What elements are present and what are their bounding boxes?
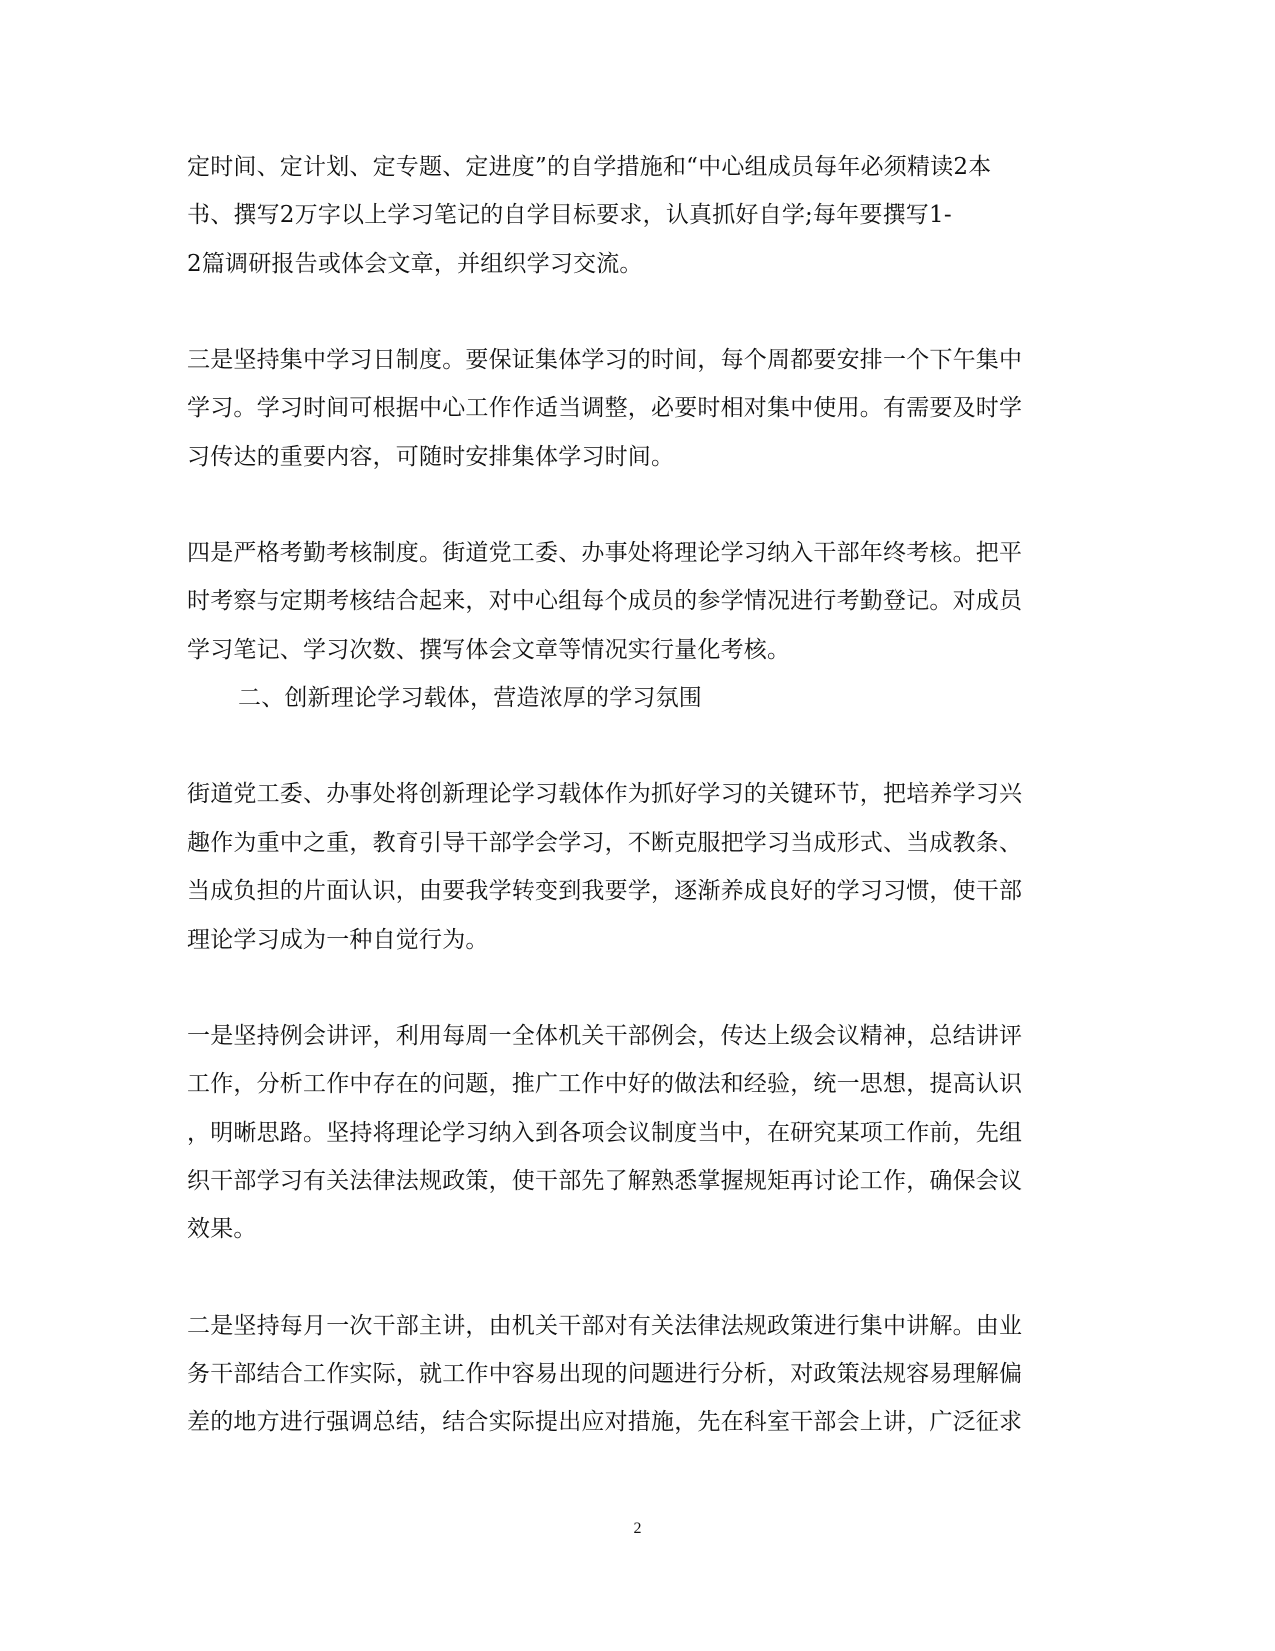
paragraph-2-line-1: 三是坚持集中学习日制度。要保证集体学习的时间，每个周都要安排一个下午集中 (187, 347, 1023, 373)
paragraph-6-line-3: 差的地方进行强调总结，结合实际提出应对措施，先在科室干部会上讲，广泛征求 (187, 1409, 1023, 1435)
paragraph-4-line-3: 当成负担的片面认识，由要我学转变到我要学，逐渐养成良好的学习习惯，使干部 (187, 878, 1023, 904)
paragraph-6-line-2: 务干部结合工作实际，就工作中容易出现的问题进行分析，对政策法规容易理解偏 (187, 1361, 1023, 1387)
paragraph-3-line-1: 四是严格考勤考核制度。街道党工委、办事处将理论学习纳入干部年终考核。把平 (187, 540, 1023, 566)
section-heading: 二、创新理论学习载体，营造浓厚的学习氛围 (238, 685, 702, 711)
paragraph-1-line-1: 定时间、定计划、定专题、定进度”的自学措施和“中心组成员每年必须精读2本 (187, 154, 992, 180)
paragraph-6-line-1: 二是坚持每月一次干部主讲，由机关干部对有关法律法规政策进行集中讲解。由业 (187, 1313, 1023, 1339)
paragraph-5-line-4: 织干部学习有关法律法规政策，使干部先了解熟悉掌握规矩再讨论工作，确保会议 (187, 1168, 1023, 1194)
paragraph-4-line-1: 街道党工委、办事处将创新理论学习载体作为抓好学习的关键环节，把培养学习兴 (187, 781, 1023, 807)
paragraph-5-line-2: 工作，分析工作中存在的问题，推广工作中好的做法和经验，统一思想，提高认识 (187, 1071, 1023, 1097)
paragraph-5-line-3: ，明晰思路。坚持将理论学习纳入到各项会议制度当中，在研究某项工作前，先组 (187, 1120, 1023, 1146)
paragraph-2-line-2: 学习。学习时间可根据中心工作作适当调整，必要时相对集中使用。有需要及时学 (187, 395, 1023, 421)
paragraph-3-line-3: 学习笔记、学习次数、撰写体会文章等情况实行量化考核。 (187, 637, 791, 663)
paragraph-4-line-4: 理论学习成为一种自觉行为。 (187, 927, 489, 953)
paragraph-1-line-2: 书、撰写2万字以上学习笔记的自学目标要求，认真抓好自学;每年要撰写1- (187, 202, 952, 228)
paragraph-1-line-3: 2篇调研报告或体会文章，并组织学习交流。 (187, 251, 643, 277)
paragraph-5-line-1: 一是坚持例会讲评，利用每周一全体机关干部例会，传达上级会议精神，总结讲评 (187, 1023, 1023, 1049)
paragraph-5-line-5: 效果。 (187, 1216, 257, 1242)
paragraph-3-line-2: 时考察与定期考核结合起来，对中心组每个成员的参学情况进行考勤登记。对成员 (187, 588, 1023, 614)
page-number: 2 (633, 1520, 642, 1537)
paragraph-4-line-2: 趣作为重中之重，教育引导干部学会学习，不断克服把学习当成形式、当成教条、 (187, 830, 1023, 856)
paragraph-2-line-3: 习传达的重要内容，可随时安排集体学习时间。 (187, 444, 675, 470)
